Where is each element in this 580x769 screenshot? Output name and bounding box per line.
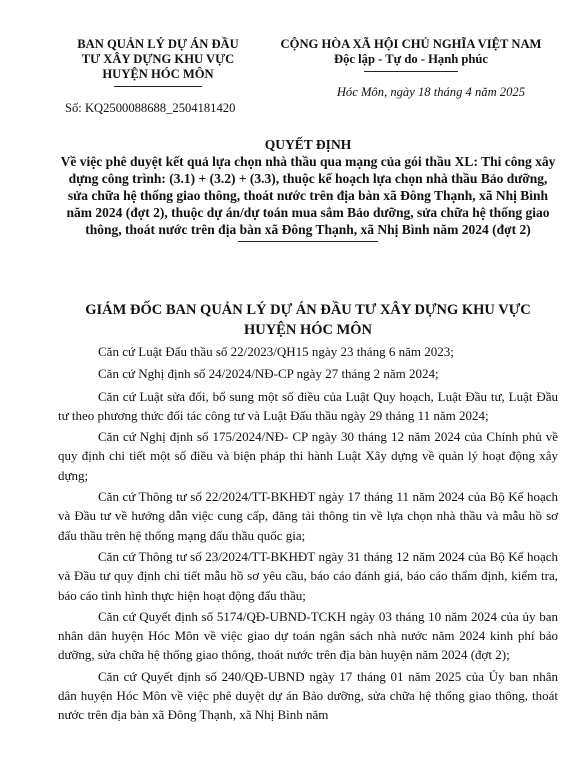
director-line-2: HUYỆN HÓC MÔN — [243, 322, 373, 338]
nation-line-2: Độc lập - Tự do - Hạnh phúc — [334, 52, 488, 66]
legal-basis-paragraph: Căn cứ Luật Đấu thầu số 22/2023/QH15 ngày 23 tháng 6 năm 2023; — [98, 344, 454, 359]
agency-line-2: TƯ XÂY DỰNG KHU VỰC — [81, 52, 235, 66]
agency-underline — [114, 86, 202, 87]
legal-basis — [58, 342, 558, 727]
director-line-1: GIÁM ĐỐC BAN QUẢN LÝ DỰ ÁN ĐẦU TƯ XÂY DỰNG KHU VỰC — [85, 302, 531, 318]
motto-underline — [364, 71, 458, 72]
issue-date: Hóc Môn, ngày 18 tháng 4 năm 2025 — [336, 85, 525, 99]
decision-subject: Về việc phê duyệt kết quả lựa chọn nhà thầu qua mạng của gói thầu XL: Thi công xây dựng công trình: (3.1) + (3.2) + (3.3), thuộc kế hoạch lựa chọn nhà thầu Bảo dưỡng, sửa chữa hệ thống giao thông, thoát nước trên địa bàn xã Đông Thạnh, xã Nhị Bình năm 2024 (đợt 2), thuộc dự án/dự toán mua sắm Bảo dưỡng, sửa chữa hệ thống giao thông, thoát nước trên địa bàn xã Đông Thạnh, xã Nhị Bình năm 2024 (đợt 2) — [60, 154, 556, 237]
legal-basis-paragraph: Căn cứ Nghị định số 24/2024/NĐ-CP ngày 27 tháng 2 năm 2024; — [98, 366, 439, 382]
decision-heading — [58, 136, 558, 242]
document-number: Số: KQ2500088688_2504181420 — [65, 101, 236, 115]
director-heading — [58, 300, 558, 340]
legal-basis-paragraph: Căn cứ Thông tư số 22/2024/TT-BKHĐT ngày 17 tháng 11 năm 2024 của Bộ Kế hoạch và Đầu tư về hướng dẫn việc cung cấp, đăng tải thông tin về lựa chọn nhà thầu và mẫu hồ sơ đấu thầu trên hệ thống mạng đấu thầu quốc gia; — [58, 489, 558, 543]
legal-basis-paragraph: Căn cứ Quyết định số 5174/QĐ-UBND-TCKH ngày 03 tháng 10 năm 2024 của ủy ban nhân dân huyện Hóc Môn về việc giao dự toán ngân sách nhà nước năm 2024 kinh phí bảo dưỡng, sửa chữa hệ thống giao thông, thoát nước trên địa bàn huyện năm 2024 (đợt 2); — [58, 608, 558, 663]
agency-line-3: HUYỆN HÓC MÔN — [102, 67, 214, 81]
nation-line-1: CỘNG HÒA XÃ HỘI CHỦ NGHĨA VIỆT NAM — [280, 37, 542, 51]
legal-basis-paragraph: Căn cứ Luật sửa đổi, bổ sung một số điều của Luật Quy hoạch, Luật Đầu tư, Luật Đầu tư theo phương thức đối tác công tư và Luật Đấu thầu ngày 29 tháng 11 năm 2024; — [58, 388, 558, 423]
legal-basis-paragraph: Căn cứ Quyết định số 240/QĐ-UBND ngày 17 tháng 01 năm 2025 của Ủy ban nhân dân huyện Hóc Môn về việc phê duyệt dự án Bảo dưỡng, sửa chữa hệ thống giao thông, thoát nước trên địa bàn xã Đông Thạnh, xã Nhị Bình năm — [58, 668, 558, 723]
legal-basis-paragraph: Căn cứ Nghị định số 175/2024/NĐ- CP ngày 30 tháng 12 năm 2024 của Chính phủ về quy định chi tiết một số điều và biện pháp thi hành Luật Xây dựng về quản lý hoạt động xây dựng; — [58, 429, 558, 483]
agency-line-1: BAN QUẢN LÝ DỰ ÁN ĐẦU — [77, 37, 239, 51]
decision-title: QUYẾT ĐỊNH — [264, 137, 352, 152]
legal-basis-paragraph: Căn cứ Thông tư số 23/2024/TT-BKHĐT ngày 31 tháng 12 năm 2024 của Bộ Kế hoạch và Đầu tư quy định chi tiết mẫu hồ sơ yêu cầu, báo cáo đánh giá, báo cáo thẩm định, kiểm tra, báo cáo tình hình thực hiện hoạt động đấu thầu; — [58, 548, 558, 603]
subject-underline — [238, 241, 378, 242]
issuing-agency — [58, 37, 258, 87]
national-heading — [252, 37, 570, 72]
